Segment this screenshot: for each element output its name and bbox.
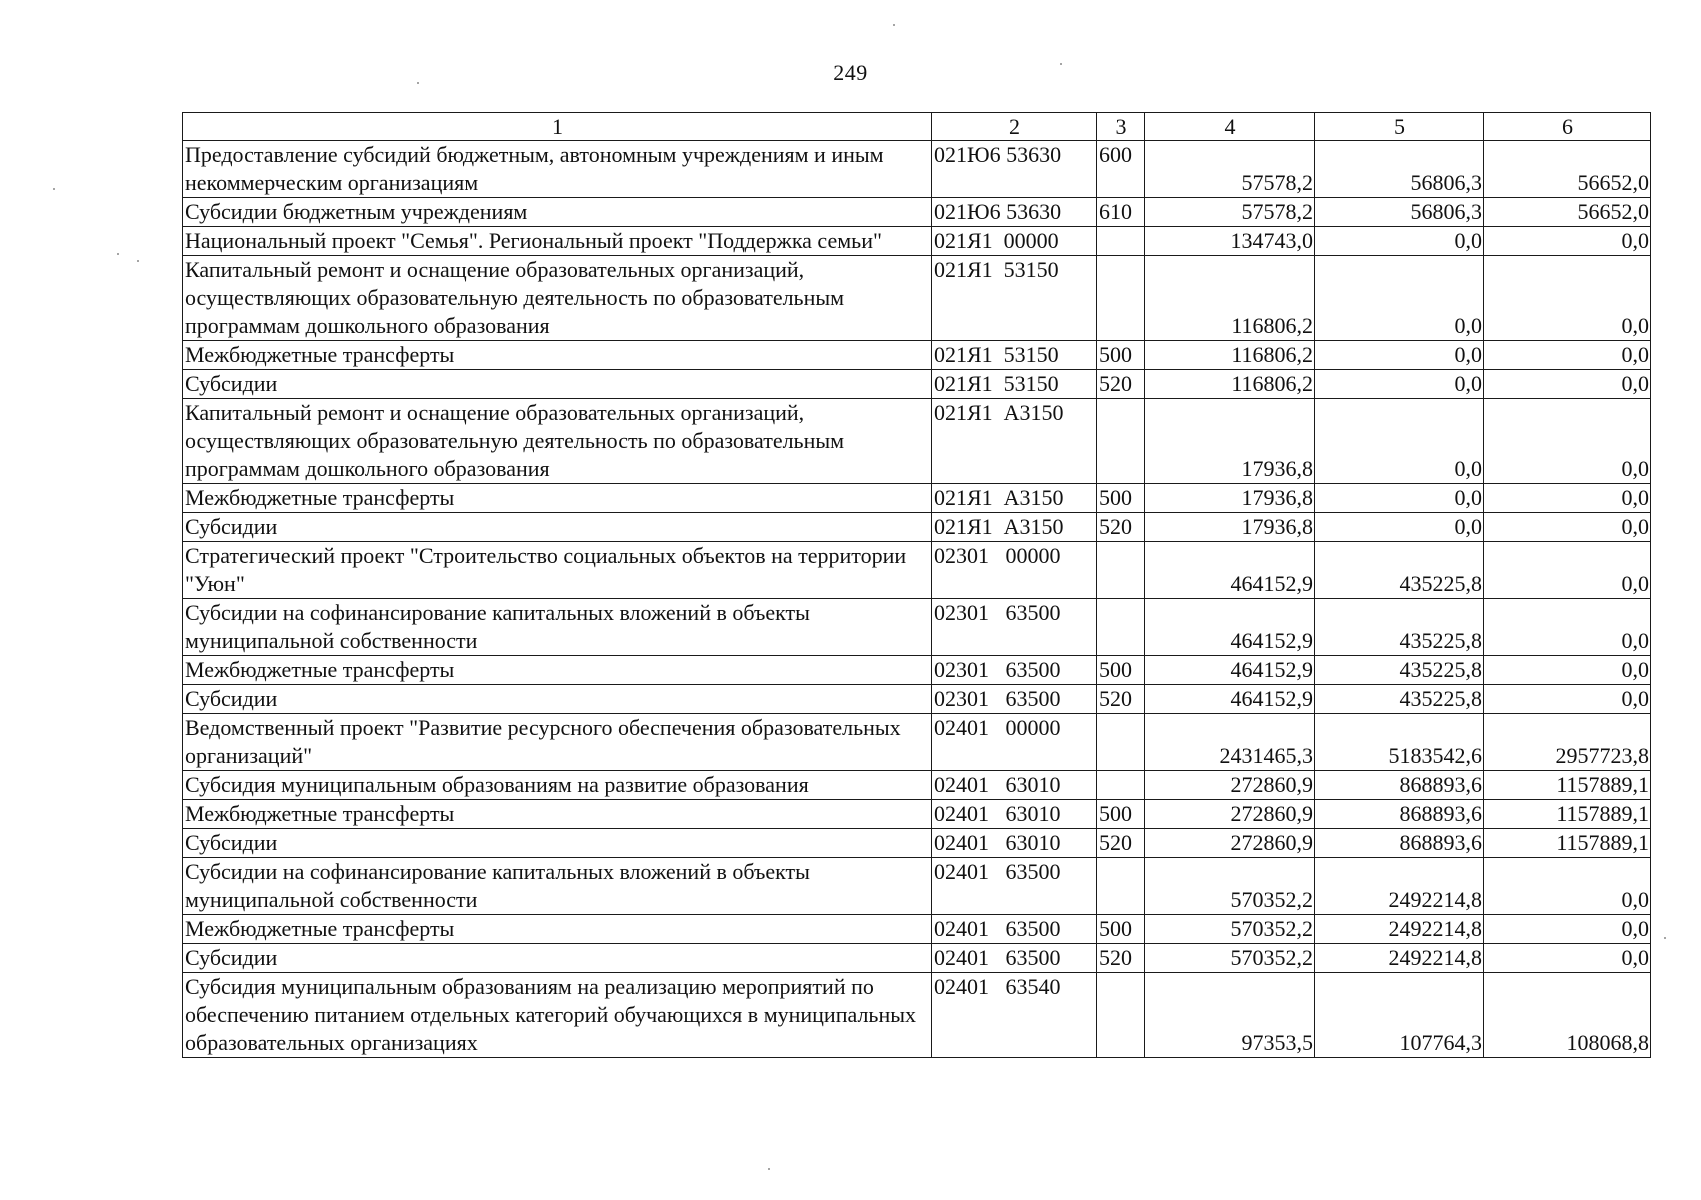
cell-type: [1097, 227, 1145, 256]
cell-value-4: 464152,9: [1145, 542, 1315, 599]
cell-value-6: 108068,8: [1484, 973, 1651, 1058]
cell-value-5: 435225,8: [1315, 599, 1484, 656]
cell-value-4: 464152,9: [1145, 599, 1315, 656]
cell-type: [1097, 256, 1145, 341]
cell-value-4: 464152,9: [1145, 685, 1315, 714]
cell-value-6: 0,0: [1484, 227, 1651, 256]
cell-value-5: 2492214,8: [1315, 944, 1484, 973]
header-col-6: 6: [1484, 113, 1651, 141]
table-row: [183, 227, 1651, 256]
table-row: [183, 370, 1651, 399]
table-row: [183, 656, 1651, 685]
cell-value-6: 0,0: [1484, 513, 1651, 542]
cell-code: 02401 63500: [932, 858, 1097, 915]
cell-code: 021Я1 А3150: [932, 484, 1097, 513]
cell-type: [1097, 399, 1145, 484]
cell-name: Межбюджетные трансферты: [183, 341, 932, 370]
cell-name: Предоставление субсидий бюджетным, автономным учреждениям и иным некоммерческим организациям: [183, 141, 932, 198]
header-col-5: 5: [1315, 113, 1484, 141]
table-row: [183, 198, 1651, 227]
cell-value-4: 272860,9: [1145, 771, 1315, 800]
cell-value-5: 0,0: [1315, 370, 1484, 399]
cell-name: Межбюджетные трансферты: [183, 800, 932, 829]
cell-value-6: 2957723,8: [1484, 714, 1651, 771]
cell-name: Субсидия муниципальным образованиям на развитие образования: [183, 771, 932, 800]
table-row: [183, 256, 1651, 341]
cell-type: 520: [1097, 370, 1145, 399]
table-row: [183, 829, 1651, 858]
cell-type: 520: [1097, 513, 1145, 542]
cell-code: 02401 63500: [932, 944, 1097, 973]
cell-value-6: 1157889,1: [1484, 829, 1651, 858]
header-col-3: 3: [1097, 113, 1145, 141]
cell-code: 02401 63010: [932, 800, 1097, 829]
table-body: [183, 141, 1651, 1058]
cell-value-5: 0,0: [1315, 256, 1484, 341]
table-row: [183, 141, 1651, 198]
cell-value-4: 116806,2: [1145, 256, 1315, 341]
cell-name: Национальный проект "Семья". Региональный проект "Поддержка семьи": [183, 227, 932, 256]
cell-value-4: 272860,9: [1145, 829, 1315, 858]
cell-code: 021Ю6 53630: [932, 141, 1097, 198]
cell-value-6: 0,0: [1484, 944, 1651, 973]
cell-type: 500: [1097, 656, 1145, 685]
cell-value-4: 97353,5: [1145, 973, 1315, 1058]
cell-value-6: 56652,0: [1484, 198, 1651, 227]
cell-value-6: 1157889,1: [1484, 800, 1651, 829]
cell-value-5: 2492214,8: [1315, 915, 1484, 944]
scan-speck: [1664, 937, 1666, 939]
cell-value-6: 0,0: [1484, 484, 1651, 513]
cell-type: [1097, 973, 1145, 1058]
table-header-row: [183, 113, 1651, 141]
cell-name: Межбюджетные трансферты: [183, 656, 932, 685]
cell-code: 02301 00000: [932, 542, 1097, 599]
cell-value-4: 116806,2: [1145, 370, 1315, 399]
cell-value-4: 2431465,3: [1145, 714, 1315, 771]
cell-name: Субсидии: [183, 685, 932, 714]
cell-name: Капитальный ремонт и оснащение образовательных организаций, осуществляющих образовательную деятельность по образовательным программам дошкольного образования: [183, 256, 932, 341]
cell-value-5: 56806,3: [1315, 141, 1484, 198]
cell-name: Субсидии бюджетным учреждениям: [183, 198, 932, 227]
cell-value-6: 0,0: [1484, 370, 1651, 399]
header-col-2: 2: [932, 113, 1097, 141]
cell-value-6: 0,0: [1484, 599, 1651, 656]
header-col-1: 1: [183, 113, 932, 141]
table-row: [183, 399, 1651, 484]
cell-value-4: 17936,8: [1145, 484, 1315, 513]
cell-value-4: 272860,9: [1145, 800, 1315, 829]
cell-code: 021Я1 53150: [932, 341, 1097, 370]
table-row: [183, 714, 1651, 771]
cell-code: 021Я1 00000: [932, 227, 1097, 256]
table-row: [183, 915, 1651, 944]
cell-code: 02401 63500: [932, 915, 1097, 944]
cell-name: Капитальный ремонт и оснащение образовательных организаций, осуществляющих образовательную деятельность по образовательным программам дошкольного образования: [183, 399, 932, 484]
cell-code: 02301 63500: [932, 656, 1097, 685]
scan-speck: [53, 188, 55, 190]
cell-type: [1097, 599, 1145, 656]
cell-value-5: 868893,6: [1315, 800, 1484, 829]
cell-value-6: 0,0: [1484, 256, 1651, 341]
cell-name: Ведомственный проект "Развитие ресурсного обеспечения образовательных организаций": [183, 714, 932, 771]
cell-value-4: 57578,2: [1145, 141, 1315, 198]
cell-name: Межбюджетные трансферты: [183, 915, 932, 944]
cell-value-4: 116806,2: [1145, 341, 1315, 370]
cell-name: Субсидии на софинансирование капитальных вложений в объекты муниципальной собственности: [183, 599, 932, 656]
cell-value-6: 0,0: [1484, 341, 1651, 370]
table-row: [183, 341, 1651, 370]
cell-value-4: 134743,0: [1145, 227, 1315, 256]
cell-value-4: 17936,8: [1145, 399, 1315, 484]
cell-name: Межбюджетные трансферты: [183, 484, 932, 513]
cell-value-4: 570352,2: [1145, 944, 1315, 973]
cell-value-5: 5183542,6: [1315, 714, 1484, 771]
table-row: [183, 771, 1651, 800]
cell-value-5: 868893,6: [1315, 771, 1484, 800]
header-col-4: 4: [1145, 113, 1315, 141]
cell-type: 520: [1097, 944, 1145, 973]
cell-code: 02301 63500: [932, 685, 1097, 714]
cell-name: Субсидия муниципальным образованиям на реализацию мероприятий по обеспечению питанием отдельных категорий обучающихся в муниципальных образовательных организациях: [183, 973, 932, 1058]
cell-code: 021Я1 53150: [932, 370, 1097, 399]
cell-name: Субсидии: [183, 513, 932, 542]
cell-value-5: 0,0: [1315, 484, 1484, 513]
cell-value-5: 0,0: [1315, 513, 1484, 542]
cell-code: 021Я1 А3150: [932, 399, 1097, 484]
cell-value-4: 17936,8: [1145, 513, 1315, 542]
cell-value-6: 0,0: [1484, 542, 1651, 599]
table-row: [183, 944, 1651, 973]
cell-value-5: 2492214,8: [1315, 858, 1484, 915]
cell-type: 520: [1097, 685, 1145, 714]
cell-code: 02301 63500: [932, 599, 1097, 656]
cell-value-6: 1157889,1: [1484, 771, 1651, 800]
cell-type: 520: [1097, 829, 1145, 858]
cell-type: 600: [1097, 141, 1145, 198]
table-row: [183, 599, 1651, 656]
table-row: [183, 973, 1651, 1058]
cell-value-4: 570352,2: [1145, 915, 1315, 944]
cell-code: 02401 63540: [932, 973, 1097, 1058]
page-number: 249: [833, 60, 868, 85]
cell-value-5: 435225,8: [1315, 685, 1484, 714]
cell-value-4: 57578,2: [1145, 198, 1315, 227]
cell-value-5: 435225,8: [1315, 542, 1484, 599]
table-row: [183, 685, 1651, 714]
cell-value-6: 0,0: [1484, 858, 1651, 915]
cell-name: Стратегический проект "Строительство социальных объектов на территории "Уюн": [183, 542, 932, 599]
cell-value-6: 56652,0: [1484, 141, 1651, 198]
cell-type: [1097, 771, 1145, 800]
scan-speck: [893, 24, 895, 26]
cell-code: 021Я1 А3150: [932, 513, 1097, 542]
cell-code: 02401 00000: [932, 714, 1097, 771]
scan-speck: [1060, 63, 1062, 65]
cell-name: Субсидии на софинансирование капитальных вложений в объекты муниципальной собственности: [183, 858, 932, 915]
cell-type: [1097, 542, 1145, 599]
table-row: [183, 513, 1651, 542]
cell-name: Субсидии: [183, 944, 932, 973]
cell-type: [1097, 858, 1145, 915]
cell-type: 500: [1097, 484, 1145, 513]
cell-value-6: 0,0: [1484, 399, 1651, 484]
cell-value-5: 56806,3: [1315, 198, 1484, 227]
cell-code: 021Ю6 53630: [932, 198, 1097, 227]
cell-code: 02401 63010: [932, 829, 1097, 858]
cell-value-5: 435225,8: [1315, 656, 1484, 685]
table-row: [183, 800, 1651, 829]
cell-value-5: 0,0: [1315, 227, 1484, 256]
cell-code: 02401 63010: [932, 771, 1097, 800]
cell-value-4: 570352,2: [1145, 858, 1315, 915]
cell-type: [1097, 714, 1145, 771]
budget-table: [182, 112, 1651, 1058]
scan-speck: [768, 1168, 770, 1170]
cell-name: Субсидии: [183, 829, 932, 858]
cell-value-6: 0,0: [1484, 915, 1651, 944]
table-row: [183, 484, 1651, 513]
cell-value-4: 464152,9: [1145, 656, 1315, 685]
cell-type: 610: [1097, 198, 1145, 227]
cell-type: 500: [1097, 915, 1145, 944]
cell-value-5: 0,0: [1315, 399, 1484, 484]
cell-value-6: 0,0: [1484, 685, 1651, 714]
scan-speck: [417, 82, 419, 84]
cell-value-5: 868893,6: [1315, 829, 1484, 858]
cell-code: 021Я1 53150: [932, 256, 1097, 341]
cell-type: 500: [1097, 800, 1145, 829]
cell-name: Субсидии: [183, 370, 932, 399]
cell-value-6: 0,0: [1484, 656, 1651, 685]
cell-type: 500: [1097, 341, 1145, 370]
cell-value-5: 0,0: [1315, 341, 1484, 370]
table-row: [183, 542, 1651, 599]
table-row: [183, 858, 1651, 915]
cell-value-5: 107764,3: [1315, 973, 1484, 1058]
scan-speck: [117, 253, 119, 255]
scan-speck: [137, 260, 139, 262]
